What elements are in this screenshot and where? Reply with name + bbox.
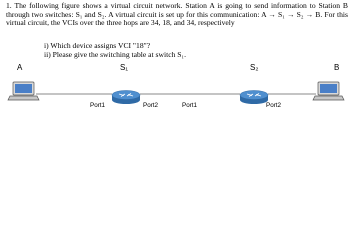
s1-port2-label: Port2 — [143, 102, 159, 109]
switch-s1-label: S₁ — [120, 63, 129, 72]
problem-statement: 1. The following figure shows a virtual circuit network. Station A is going to send information to Station B through two switches: S₁ and S₂. A virtual circuit is set up for this communication: A → S₁ → S₂ → B. For this virtual circuit, the VCIs over the three hops are 34, 18, and 34, respectively — [6, 1, 348, 28]
laptop-b-icon — [313, 82, 344, 100]
switch-s2-label: S₂ — [250, 63, 259, 72]
laptop-a-icon — [8, 82, 39, 100]
s2-port2-label: Port2 — [266, 102, 282, 109]
s2-port1-label: Port1 — [182, 102, 198, 109]
network-diagram — [0, 0, 350, 119]
switch-s2-icon — [240, 91, 268, 105]
station-b-label: B — [334, 63, 340, 72]
s1-port1-label: Port1 — [90, 102, 106, 109]
question-1: i) Which device assigns VCI "18"? — [44, 41, 151, 50]
question-2: ii) Please give the switching table at switch S₁. — [44, 49, 187, 59]
station-a-label: A — [17, 63, 23, 72]
switch-s1-icon — [112, 91, 140, 105]
